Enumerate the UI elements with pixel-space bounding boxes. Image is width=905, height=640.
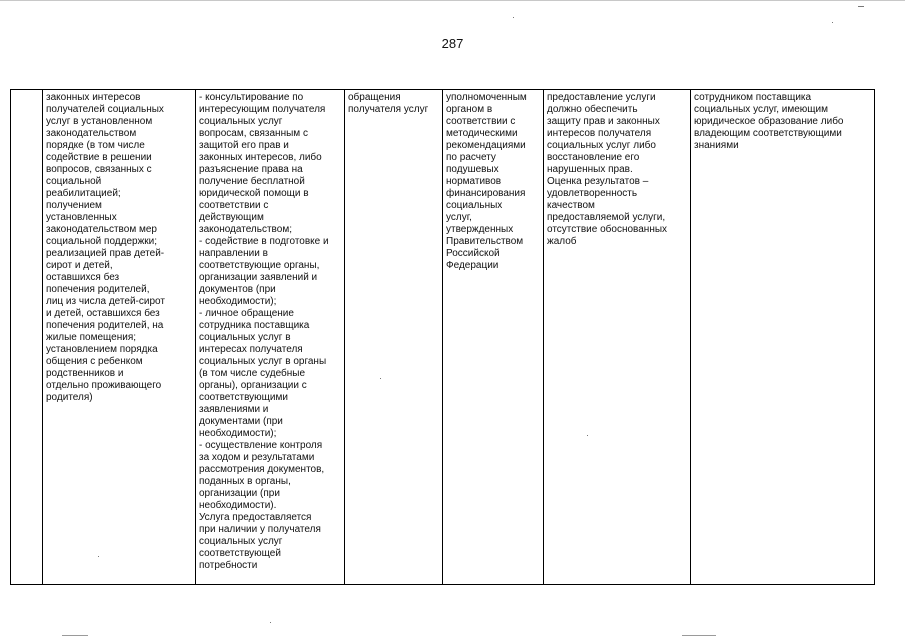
table-cell-number — [11, 90, 43, 585]
services-table — [10, 89, 875, 585]
scan-mark — [682, 635, 716, 636]
table-cell-service-term: обращения получателя услуг — [345, 90, 443, 585]
top-border-line — [0, 0, 905, 1]
scan-speck — [858, 6, 864, 7]
table-cell-service-name: законных интересов получателей социальных услуг в установленном законодательством порядке (в том числе содействие в решении вопросов, связанных с социальной реабилитацией; получением установленных законодательством мер социальной поддержки; реализацией прав детей- сирот и детей, оставшихся без попечения родителей, лиц из числа детей-сирот и детей, оставшихся без попечения родителей, на жилые помещения; установлением порядка общения с ребенком родственников и отдельно проживающего родителя) — [43, 90, 196, 585]
table-cell-service-description: - консультирование по интересующим получателя социальных услуг вопросам, связанным с защитой его прав и законных интересов, либо разъяснение права на получение бесплатной юридической помощи в соответствии с действующим законодательством; - содействие в подготовке и направлении в соответствующие органы, организации заявлений и документов (при необходимости); - личное обращение сотрудника поставщика социальных услуг в интересах получателя социальных услуг в органы (в том числе судебные органы), организации с соответствующими заявлениями и документами (при необходимости); - осуществление контроля за ходом и результатами рассмотрения документов, поданных в органы, организации (при необходимости). Услуга предоставляется при наличии у получателя социальных услуг соответствующей потребности — [196, 90, 345, 585]
table-cell-quality-indicators: предоставление услуги должно обеспечить защиту прав и законных интересов получателя социальных услуг либо восстановление его нарушенных прав. Оценка результатов – удовлетворенность качеством предоставляемой услуги, отсутствие обоснованных жалоб — [544, 90, 691, 585]
table-cell-tariff: уполномоченным органом в соответствии с методическими рекомендациями по расчету подушевых нормативов финансирования социальных услуг, утвержденных Правительством Российской Федерации — [443, 90, 544, 585]
table-cell-provision-conditions: сотрудником поставщика социальных услуг, имеющим юридическое образование либо владеющим соответствующими знаниями — [691, 90, 875, 585]
scan-speck — [270, 622, 271, 623]
scan-speck — [380, 378, 381, 379]
scan-mark — [62, 635, 88, 636]
scan-speck — [98, 556, 99, 557]
table-row — [11, 90, 875, 585]
scan-speck — [513, 17, 514, 18]
scan-speck — [587, 435, 588, 436]
scan-speck — [832, 22, 833, 23]
page-number: 287 — [441, 36, 464, 51]
